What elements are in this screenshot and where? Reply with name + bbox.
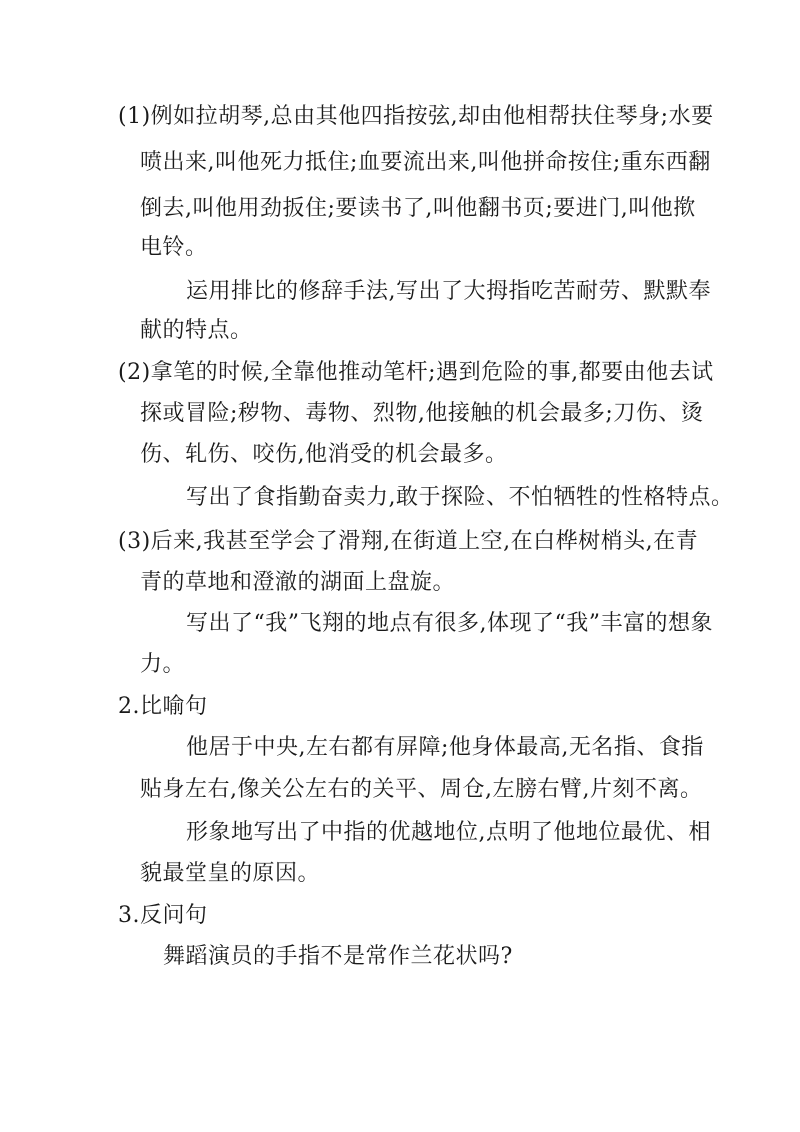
item2-quote-line-1: (2)拿笔的时候,全靠他推动笔杆;遇到危险的事,都要由他去试 — [118, 360, 714, 385]
item1-analysis-line-2: 献的特点。 — [140, 318, 253, 343]
item2-quote-line-2: 探或冒险;秽物、毒物、烈物,他接触的机会最多;刀伤、烫 — [140, 401, 704, 426]
item1-quote-line-3: 倒去,叫他用劲扳住;要读书了,叫他翻书页;要进门,叫他揿 — [140, 196, 696, 221]
item1-quote-line-1: (1)例如拉胡琴,总由其他四指按弦,却由他相帮扶住琴身;水要 — [118, 104, 714, 129]
item3-quote-line-1: (3)后来,我甚至学会了滑翔,在街道上空,在白桦树梢头,在青 — [118, 529, 699, 554]
section2-analysis-line-1: 形象地写出了中指的优越地位,点明了他地位最优、相 — [186, 820, 711, 845]
item3-quote-line-2: 青的草地和澄澈的湖面上盘旋。 — [140, 570, 456, 595]
item2-quote-line-3: 伤、轧伤、咬伤,他消受的机会最多。 — [140, 442, 508, 467]
item1-quote-line-2: 喷出来,叫他死力抵住;血要流出来,叫他拼命按住;重东西翻 — [140, 150, 711, 175]
section2-quote-line-2: 贴身左右,像关公左右的关平、周仓,左膀右臂,片刻不离。 — [140, 777, 703, 802]
section3-quote-line-1: 舞蹈演员的手指不是常作兰花状吗? — [163, 944, 513, 969]
section2-heading: 2.比喻句 — [118, 694, 208, 719]
section2-quote-line-1: 他居于中央,左右都有屏障;他身体最高,无名指、食指 — [186, 735, 704, 760]
item3-analysis-line-1: 写出了“我”飞翔的地点有很多,体现了“我”丰富的想象 — [186, 611, 713, 636]
item1-quote-line-4: 电铃。 — [140, 235, 208, 260]
item2-analysis-line-1: 写出了食指勤奋卖力,敢于探险、不怕牺牲的性格特点。 — [186, 485, 734, 510]
section3-heading: 3.反问句 — [118, 903, 208, 928]
section2-analysis-line-2: 貌最堂皇的原因。 — [140, 861, 321, 886]
item1-analysis-line-1: 运用排比的修辞手法,写出了大拇指吃苦耐劳、默默奉 — [186, 279, 711, 304]
item3-analysis-line-2: 力。 — [140, 652, 186, 677]
